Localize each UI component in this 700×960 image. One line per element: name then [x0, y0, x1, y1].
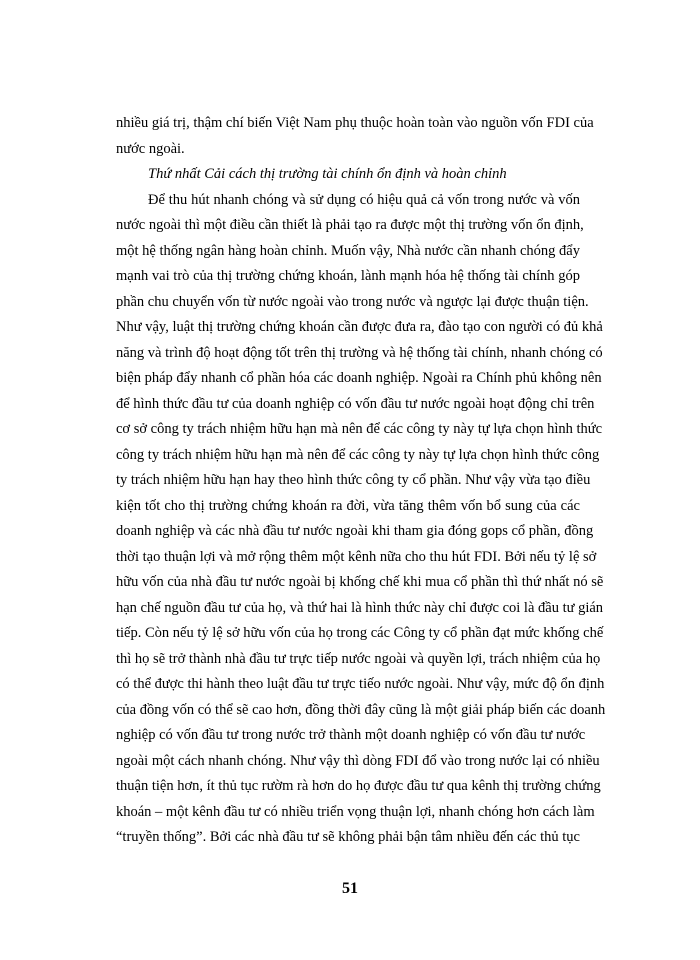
- text-line: ngoài một cách nhanh chóng. Như vậy thì dòng FDI đổ vào trong nước lại có nhiều: [116, 753, 600, 769]
- text-line: nước ngoài.: [116, 141, 185, 157]
- text-line: phần chu chuyển vốn từ nước ngoài vào trong nước và ngược lại được thuận tiện.: [116, 294, 589, 310]
- page-number: 51: [342, 880, 358, 897]
- text-line: mạnh vai trò của thị trường chứng khoán, lành mạnh hóa hệ thống tài chính góp: [116, 268, 580, 284]
- text-line: nhiều giá trị, thậm chí biến Việt Nam phụ thuộc hoàn toàn vào nguồn vốn FDI của: [116, 115, 594, 131]
- text-line: năng và trình độ hoạt động tốt trên thị trường và hệ thống tài chính, nhanh chóng có: [116, 345, 603, 361]
- text-line: kiện tốt cho thị trường chứng khoán ra đời, vừa tăng thêm vốn bổ sung của các: [116, 498, 580, 514]
- text-line: thuận tiện hơn, ít thủ tục rườm rà hơn do họ được đầu tư qua kênh thị trường chứng: [116, 778, 601, 794]
- text-line: Như vậy, luật thị trường chứng khoán cần được đưa ra, đào tạo con người có đủ khả: [116, 319, 603, 335]
- text-line: khoán – một kênh đầu tư có nhiều triển vọng thuận lợi, nhanh chóng hơn cách làm: [116, 804, 595, 820]
- text-line: thời tạo thuận lợi và mở rộng thêm một kênh nữa cho thu hút FDI. Bởi nếu tỷ lệ sở: [116, 549, 597, 565]
- text-line: nghiệp có vốn đầu tư trong nước trở thành một doanh nghiệp có vốn đầu tư nước: [116, 727, 586, 743]
- text-line: một hệ thống ngân hàng hoàn chỉnh. Muốn vậy, Nhà nước cần nhanh chóng đẩy: [116, 243, 580, 259]
- text-line: hữu vốn của nhà đầu tư nước ngoài bị khống chế khi mua cổ phần thì thứ nhất nó sẽ: [116, 574, 604, 590]
- text-line: có thể được thi hành theo luật đầu tư trực tiếo nước ngoài. Như vậy, mức độ ổn định: [116, 676, 605, 692]
- text-line: tiếp. Còn nếu tỷ lệ sở hữu vốn của họ trong các Công ty cổ phần đạt mức khống chế: [116, 625, 604, 641]
- text-line: công ty trách nhiệm hữu hạn mà nên để các công ty này tự lựa chọn hình thức công: [116, 447, 600, 463]
- text-line: biện pháp đẩy nhanh cổ phần hóa các doanh nghiệp. Ngoài ra Chính phủ không nên: [116, 370, 602, 386]
- text-line: Để thu hút nhanh chóng và sử dụng có hiệu quả cả vốn trong nước và vốn: [148, 192, 580, 208]
- text-line: ty trách nhiệm hữu hạn hay theo hình thức công ty cổ phần. Như vậy vừa tạo điều: [116, 472, 591, 488]
- section-heading: Thứ nhất Cải cách thị trường tài chính ổn định và hoàn chỉnh: [148, 166, 507, 182]
- text-line: nước ngoài thì một điều cần thiết là phải tạo ra được một thị trường vốn ổn định,: [116, 217, 584, 233]
- text-line: doanh nghiệp và các nhà đầu tư nước ngoài khi tham gia đóng gops cổ phần, đồng: [116, 523, 594, 539]
- text-line: cơ sở công ty trách nhiệm hữu hạn mà nên để các công ty này tự lựa chọn hình thức: [116, 421, 603, 437]
- text-line: hạn chế nguồn đầu tư của họ, và thứ hai là hình thức này chỉ được coi là đầu tư gián: [116, 600, 604, 616]
- text-line: thì họ sẽ trở thành nhà đầu tư trực tiếp nước ngoài và quyền lợi, trách nhiệm của họ: [116, 651, 601, 667]
- text-line: “truyền thống”. Bởi các nhà đầu tư sẽ không phải bận tâm nhiều đến các thủ tục: [116, 829, 580, 845]
- text-line: để hình thức đầu tư của doanh nghiệp có vốn đầu tư nước ngoài hoạt động chỉ trên: [116, 396, 595, 412]
- text-line: của đồng vốn có thể sẽ cao hơn, đồng thời đây cũng là một giải pháp biến các doanh: [116, 702, 606, 718]
